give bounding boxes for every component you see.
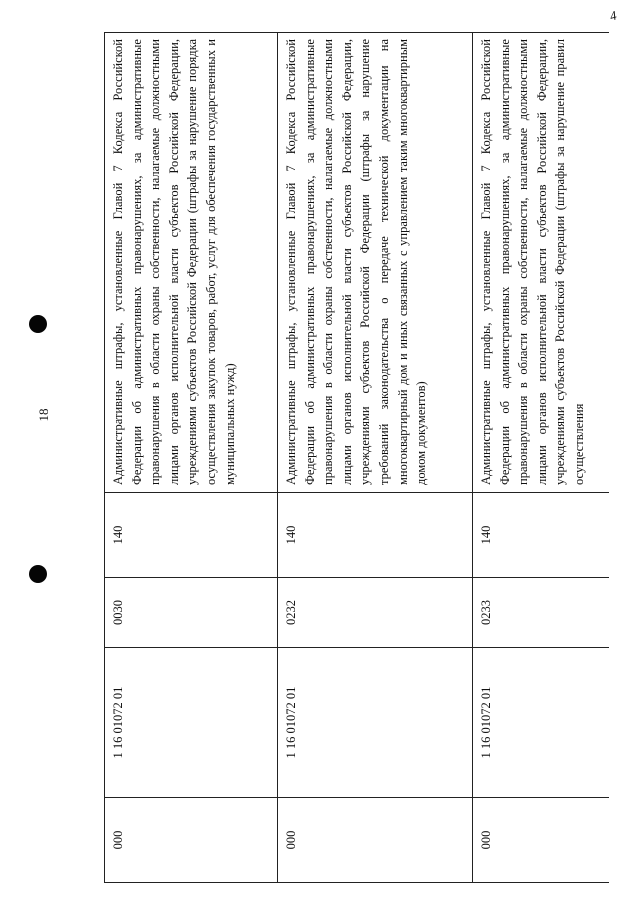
group-code-cell: 140 (105, 493, 278, 578)
admin-code-cell: 000 (278, 798, 473, 883)
group-code-cell: 140 (278, 493, 473, 578)
rotated-table-wrapper (104, 33, 594, 883)
admin-code-cell: 000 (473, 798, 610, 883)
punch-hole-bottom (29, 565, 47, 583)
page-number: 18 (36, 408, 51, 422)
admin-code-cell: 000 (105, 798, 278, 883)
kbk-code-cell: 1 16 01072 01 (473, 648, 610, 798)
group-code-cell: 140 (473, 493, 610, 578)
kbk-code-cell: 1 16 01072 01 (278, 648, 473, 798)
description-cell: Административные штрафы, установленные Главой 7 Кодекса Российской Федерации об административных правонарушениях, за административные правонарушения в области охраны собственности, налагаемые должностными лицами органов исполнительной власти субъектов Российской Федерации, учреждениями субъектов Российской Федерации (штрафы за нарушение порядка осуществления закупок товаров, работ, услуг для обеспечения государственных и муниципальных нужд) (105, 33, 278, 493)
table-row (105, 33, 278, 883)
budget-codes-table (104, 32, 609, 883)
punch-hole-top (29, 315, 47, 333)
sub-code-cell: 0232 (278, 578, 473, 648)
description-cell: Административные штрафы, установленные Главой 7 Кодекса Российской Федерации об административных правонарушениях, за административные правонарушения в области охраны собственности, налагаемые должностными лицами органов исполнительной власти субъектов Российской Федерации, учреждениями субъектов Российской Федерации (штрафы за нарушение требований законодательства о передаче технической документации на многоквартирный дом и иных связанных с управлением таким многоквартирным домом документов) (278, 33, 473, 493)
corner-handwritten-mark: 4 (608, 7, 619, 24)
sub-code-cell: 0233 (473, 578, 610, 648)
kbk-code-cell: 1 16 01072 01 (105, 648, 278, 798)
sub-code-cell: 0030 (105, 578, 278, 648)
table-row (473, 33, 610, 883)
table-row (278, 33, 473, 883)
description-cell: Административные штрафы, установленные Главой 7 Кодекса Российской Федерации об административных правонарушениях, за административные правонарушения в области охраны собственности, налагаемые должностными лицами органов исполнительной власти субъектов Российской Федерации, учреждениями субъектов Российской Федерации (штрафы за нарушение правил осуществления (473, 33, 610, 493)
